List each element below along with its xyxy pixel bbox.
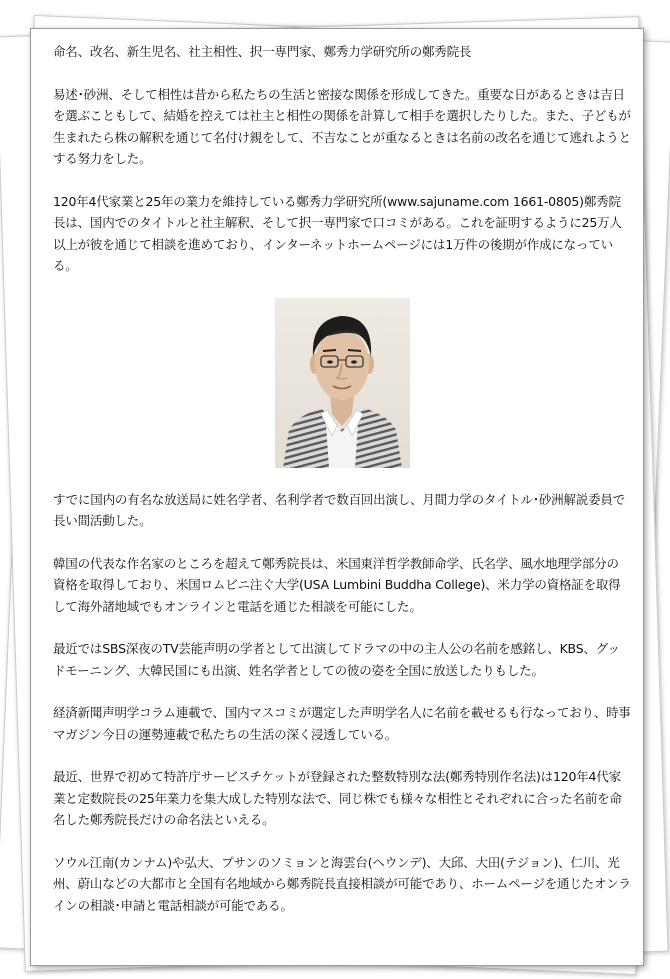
article-body [53,41,631,937]
paragraph-broadcast: すでに国内の有名な放送局に姓名学者、名利学者で数百回出演し、月間力学のタイトル･砂洲解説委員で長い間活動した。 [53,491,625,528]
article-title: 命名、改名、新生児名、社主相性、択一専門家、鄭秀力学研究所の鄭秀院長 [53,44,472,59]
paragraph-locations: ソウル江南(カンナム)や弘大、プサンのソミョンと海雲台(ヘウンデ)、大邱、大田(テジョン)、仁川、光州、蔚山などの大都市と全国有名地域から鄭秀院長直接相談が可能であり、ホームページを通じたオンラインの相談･申請と電話相談が可能である。 [53,854,631,913]
paragraph-institute: 120年4代家業と25年の業力を維持している鄭秀力学研究所(www.sajuname.com 1661-0805)鄭秀院長は、国内でのタイトルと社主解釈、そして択一専門家で口コミがある。これを証明するように25万人以上が彼を通じて相談を進めており、インターネットホームページには1万件の後期が作成になっている。 [53,193,622,273]
paragraph-tv: 最近ではSBS深夜のTV芸能声明の学者として出演してドラマの中の主人公の名前を感銘し、KBS、グッドモーニング、大韓民国にも出演、姓名学者としての彼の姿を全国に放送したりもした。 [53,641,620,678]
portrait-photo [275,298,410,468]
paragraph-column: 経済新聞声明学コラム連載で、国内マスコミが選定した声明学名人に名前を載せるも行なっており、時事マガジン今日の運勢連載で私たちの生活の深く浸透している。 [53,705,631,742]
paragraph-patent: 最近、世界で初めて特許庁サービスチケットが登録された整数特別な法(鄭秀特別作名法)は120年4代家業と定数院長の25年業力を集大成した特別な法で、同じ株でも様々な相性とそれぞれに合った名前を命名した鄭秀院長だけの命名法といえる。 [53,769,622,827]
paragraph-intro: 易述･砂洲、そして相性は昔から私たちの生活と密接な関係を形成してきた。重要な日があるときは吉日を選ぶこともして、結婚を控えては社主と相性の関係を計算して相手を選択したりした。また、子どもが生まれたら株の解釈を通じて名付け親をして、不吉なことが重なるときは名前の改名を通じて逃れようとする努力をした。 [53,86,631,166]
paragraph-qualifications: 韓国の代表な作名家のところを超えて鄭秀院長は、米国東洋哲学教師命学、氏名学、風水地理学部分の資格を取得しており、米国ロムビニ注ぐ大学(USA Lumbini Buddha College)、米力学の資格証を取得して海外諸地域でもオンラインと電話を通じた相談を可能にした。 [53,555,621,614]
article-page [30,28,644,966]
